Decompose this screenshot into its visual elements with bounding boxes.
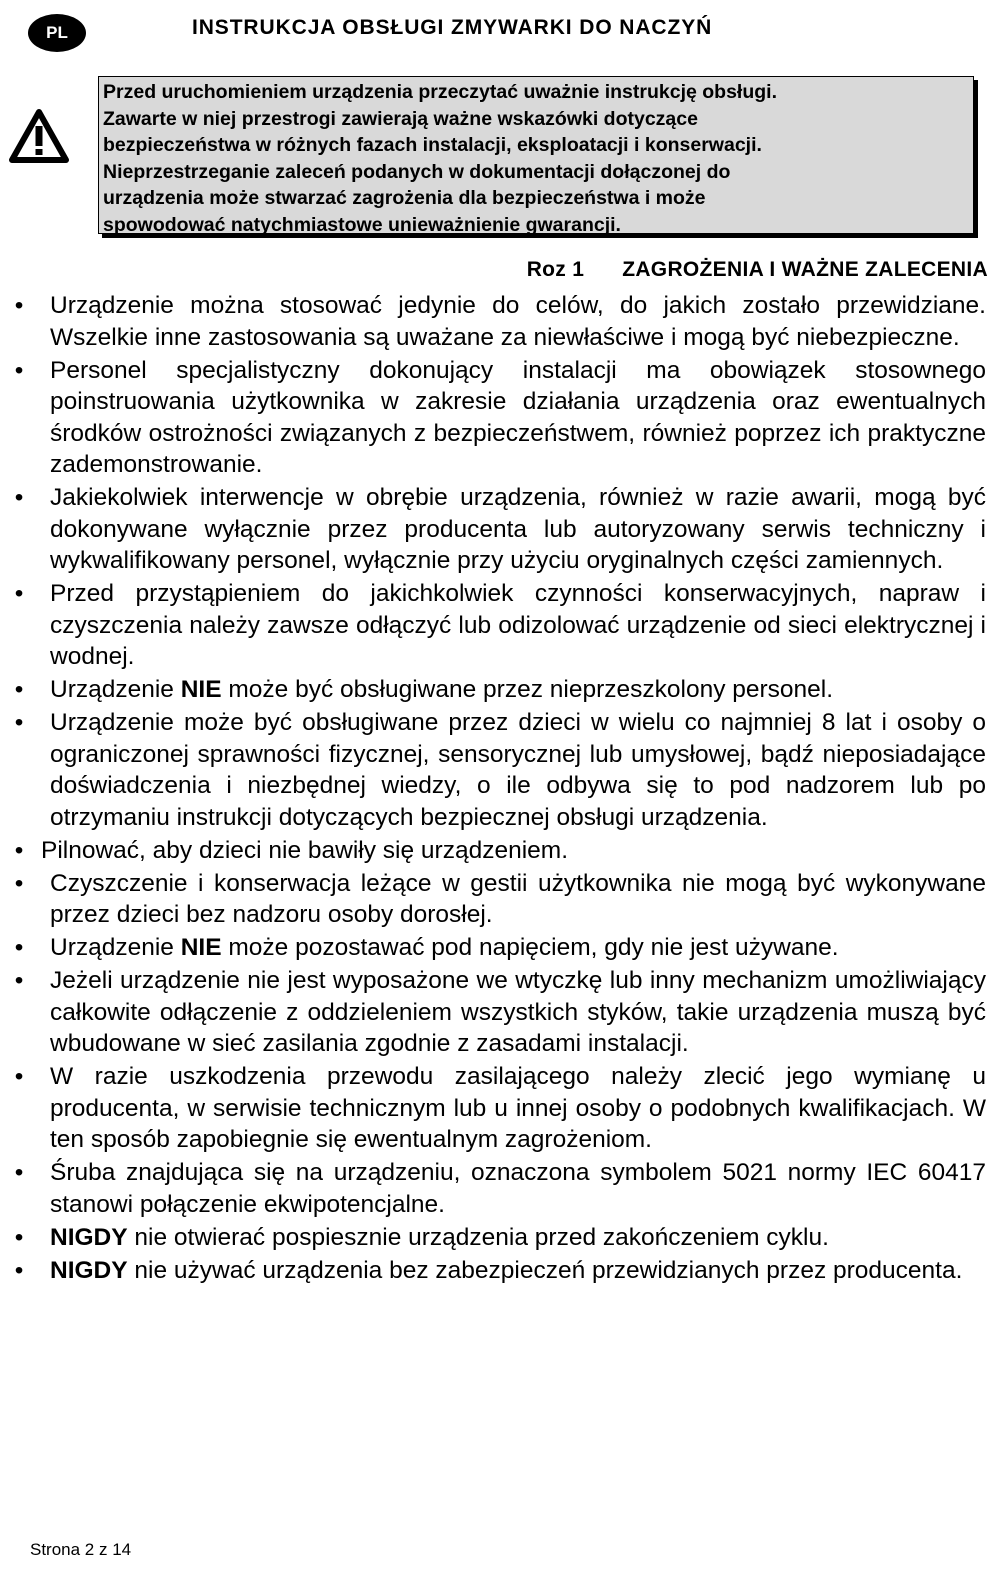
page-number: Strona 2 z 14: [30, 1540, 132, 1559]
section-title: ZAGROŻENIA I WAŻNE ZALECENIA: [622, 258, 988, 281]
bullet-icon: •: [14, 356, 24, 384]
bullet-icon: •: [14, 1256, 24, 1284]
language-badge: PL: [28, 14, 86, 52]
list-item: [12, 1157, 986, 1220]
item-text: może być obsługiwane przez nieprzeszkolony personel.: [221, 676, 834, 703]
bullet-icon: •: [14, 967, 24, 994]
warning-triangle-icon: [8, 108, 70, 164]
document-title: INSTRUKCJA OBSŁUGI ZMYWARKI DO NACZYŃ: [192, 16, 713, 39]
list-item: [12, 965, 986, 1060]
warning-line: Zawarte w niej przestrogi zawierają ważne wskazówki dotyczące: [103, 107, 698, 130]
bullet-icon: •: [14, 1223, 24, 1251]
list-item: [12, 707, 986, 833]
item-text: W razie uszkodzenia przewodu zasilającego należy zlecić jego wymianę u producenta, w serwisie technicznym lub u innej osoby o podobnych kwalifikacjach. W ten sposób zapobiegnie się ewentualnym zagrożeniom.: [50, 1063, 986, 1153]
bullet-icon: •: [14, 869, 24, 897]
warning-line: urządzenia może stwarzać zagrożenia dla bezpieczeństwa i może: [103, 187, 706, 209]
bullet-icon: •: [14, 580, 24, 607]
list-item: [12, 674, 986, 706]
list-item: [12, 932, 986, 964]
item-text: Jeżeli urządzenie nie jest wyposażone we wtyczkę lub inny mechanizm umożliwiający całkowite odłączenie z oddzieleniem wszystkich styków, takie urządzenia muszą być wbudowane w sieć zasilania zgodnie z zasadami instalacji.: [50, 967, 986, 1057]
warning-line: Przed uruchomieniem urządzenia przeczytać uważnie instrukcję obsługi.: [103, 81, 778, 103]
item-text: Przed przystąpieniem do jakichkolwiek czynności konserwacyjnych, napraw i czyszczenia należy zawsze odłączyć lub odizolować urządzenie od sieci elektrycznej i wodnej.: [50, 580, 986, 670]
bullet-icon: •: [14, 709, 24, 736]
section-heading: [527, 258, 988, 282]
bullet-icon: •: [14, 1159, 24, 1186]
warning-line: bezpieczeństwa w różnych fazach instalacji, eksploatacji i konserwacji.: [103, 134, 762, 156]
bullet-icon: •: [14, 836, 24, 864]
list-item: [12, 482, 986, 577]
item-pre: Urządzenie: [50, 676, 181, 703]
item-text: Urządzenie można stosować jedynie do celów, do jakich zostało przewidziane. Wszelkie inne zastosowania są uważane za niewłaściwe i mogą być niebezpieczne.: [50, 292, 986, 351]
safety-list: [12, 290, 986, 1288]
item-text: nie otwierać pospiesznie urządzenia przed zakończeniem cyklu.: [127, 1223, 829, 1251]
item-emphasis: NIGDY: [50, 1223, 128, 1251]
item-pre: Urządzenie: [50, 934, 181, 961]
list-item: [12, 835, 986, 867]
item-emphasis: NIE: [180, 934, 222, 961]
item-emphasis: NIE: [180, 676, 222, 703]
item-text: nie używać urządzenia bez zabezpieczeń przewidzianych przez producenta.: [127, 1256, 963, 1284]
bullet-icon: •: [14, 292, 24, 319]
item-text: Czyszczenie i konserwacja leżące w gestii użytkownika nie mogą być wykonywane przez dzieci bez nadzoru osoby dorosłej.: [50, 869, 986, 928]
list-item: [12, 868, 986, 931]
bullet-icon: •: [14, 934, 24, 961]
list-item: [12, 1255, 986, 1287]
safety-warning-box: [98, 76, 974, 234]
list-item: [12, 1222, 986, 1254]
item-text: Śruba znajdująca się na urządzeniu, oznaczona symbolem 5021 normy IEC 60417 stanowi połączenie ekwipotencjalne.: [50, 1159, 986, 1218]
list-item: [12, 355, 986, 481]
bullet-icon: •: [14, 1063, 24, 1090]
list-item: [12, 578, 986, 673]
bullet-icon: •: [14, 676, 24, 703]
warning-line: spowodować natychmiastowe unieważnienie gwarancji.: [103, 213, 621, 236]
item-text: może pozostawać pod napięciem, gdy nie jest używane.: [221, 934, 839, 961]
list-item: [12, 1061, 986, 1156]
warning-line: Nieprzestrzeganie zaleceń podanych w dokumentacji dołączonej do: [103, 160, 731, 183]
item-emphasis: NIGDY: [50, 1256, 128, 1284]
section-number: Roz 1: [526, 258, 585, 281]
bullet-icon: •: [14, 484, 24, 511]
item-text: Jakiekolwiek interwencje w obrębie urządzenia, również w razie awarii, mogą być dokonywane wyłącznie przez producenta lub autoryzowany serwis techniczny i wykwalifikowany personel, wyłącznie przy użyciu oryginalnych części zamiennych.: [50, 484, 986, 574]
item-text: Pilnować, aby dzieci nie bawiły się urządzeniem.: [41, 836, 569, 864]
item-text: Personel specjalistyczny dokonujący instalacji ma obowiązek stosownego poinstruowania użytkownika w zakresie działania urządzenia oraz ewentualnych środków ostrożności związanych z bezpieczeństwem, również poprzez ich praktyczne zademonstrowanie.: [50, 356, 986, 478]
list-item: [12, 290, 986, 353]
item-text: Urządzenie może być obsługiwane przez dzieci w wielu co najmniej 8 lat i osoby o ograniczonej sprawności fizycznej, sensorycznej lub umysłowej, bądź nieposiadające doświadczenia i niezbędnej wiedzy, o ile odbywa się to pod nadzorem lub po otrzymaniu instrukcji dotyczących bezpiecznej obsługi urządzenia.: [50, 709, 986, 831]
